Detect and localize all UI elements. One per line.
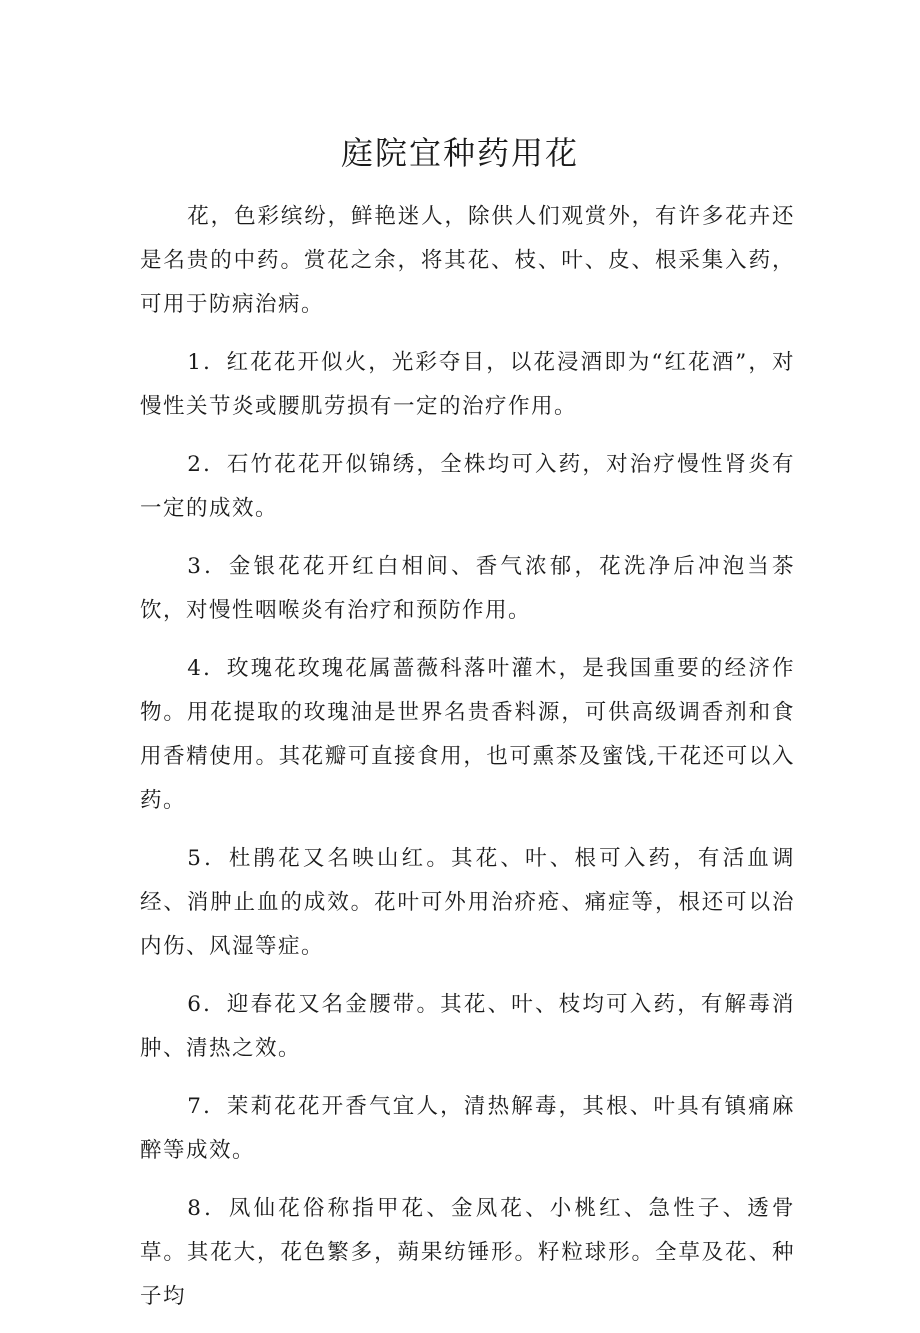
list-item-jasmine: 7．茉莉花花开香气宜人，清热解毒，其根、叶具有镇痛麻醉等成效。 [140,1094,795,1163]
list-item-dianthus: 2．石竹花花开似锦绣，全株均可入药，对治疗慢性肾炎有一定的成效。 [140,452,795,521]
list-item-azalea: 5．杜鹃花又名映山红。其花、叶、根可入药，有活血调经、消肿止血的成效。花叶可外用治疥疮、痛症等，根还可以治内伤、风湿等症。 [140,846,795,959]
intro-paragraph: 花，色彩缤纷，鲜艳迷人，除供人们观赏外，有许多花卉还是名贵的中药。赏花之余，将其花、枝、叶、皮、根采集入药，可用于防病治病。 [140,204,795,317]
list-item-honeysuckle: 3．金银花花开红白相间、香气浓郁，花洗净后冲泡当茶饮，对慢性咽喉炎有治疗和预防作用。 [140,554,795,623]
list-item-rose: 4．玫瑰花玫瑰花属蔷薇科落叶灌木，是我国重要的经济作物。用花提取的玫瑰油是世界名贵香料源，可供高级调香剂和食用香精使用。其花瓣可直接食用，也可熏茶及蜜饯,干花还可以入药。 [140,656,795,813]
list-item-balsam: 8．凤仙花俗称指甲花、金凤花、小桃红、急性子、透骨草。其花大，花色繁多，蒴果纺锤形。籽粒球形。全草及花、种子均 [140,1196,795,1309]
list-item-winter-jasmine: 6．迎春花又名金腰带。其花、叶、枝均可入药，有解毒消肿、清热之效。 [140,992,795,1061]
list-item-safflower: 1．红花花开似火，光彩夺目，以花浸酒即为“红花酒”，对慢性关节炎或腰肌劳损有一定的治疗作用。 [140,350,795,419]
document-body [140,195,795,1333]
document-title: 庭院宜种药用花 [340,134,579,172]
